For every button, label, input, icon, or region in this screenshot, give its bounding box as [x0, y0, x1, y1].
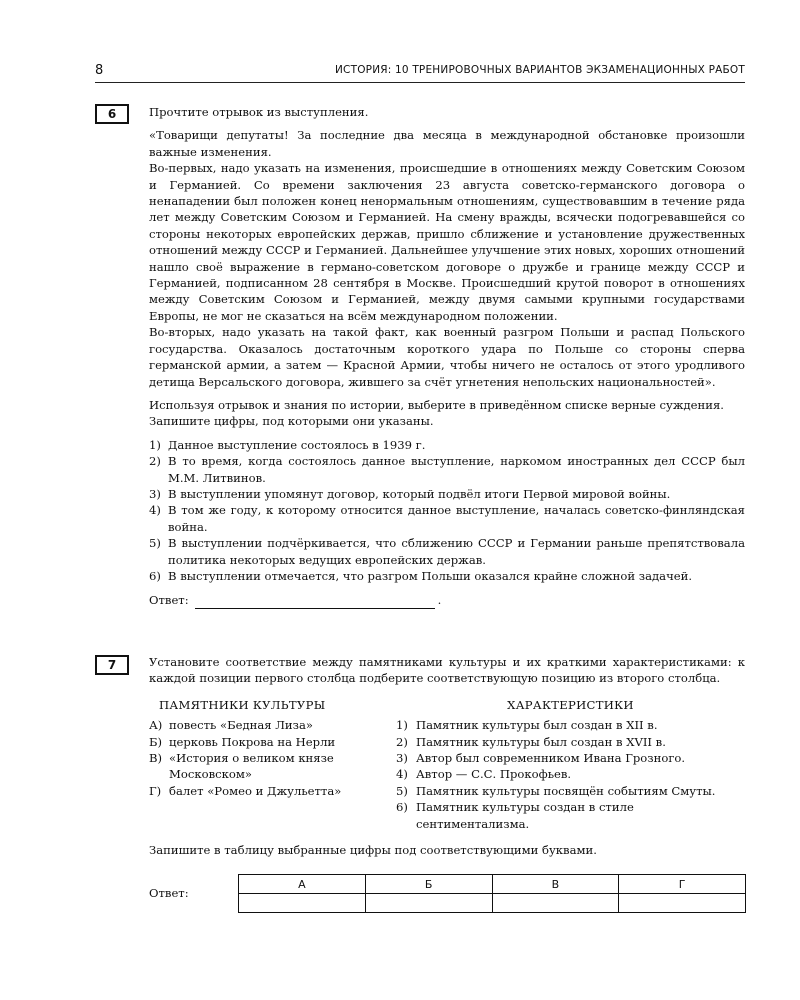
option-5 — [149, 535, 745, 568]
option-text: В том же году, к которому относится данное выступление, началась советско-финляндская война. — [168, 503, 745, 534]
item-letter: Б) — [149, 734, 163, 749]
answer-column-b: Б — [365, 875, 492, 894]
item-text: повесть «Бедная Лиза» — [169, 718, 313, 733]
monument-a — [149, 717, 392, 733]
task-6-instruction: Прочтите отрывок из выступления. — [149, 105, 369, 119]
item-text: «История о великом князе Московском» — [169, 751, 334, 782]
option-text: В то время, когда состоялось данное выступление, наркомом иностранных дел СССР был М.М. Литвинов. — [168, 454, 745, 485]
monument-g — [149, 783, 392, 799]
item-letter: В) — [149, 751, 163, 766]
passage-paragraph-1: «Товарищи депутаты! За последние два месяца в международной обстановке произошли важные изменения. — [149, 128, 745, 159]
characteristics-header: ХАРАКТЕРИСТИКИ — [507, 697, 634, 712]
characteristic-3 — [396, 750, 745, 766]
task-6-answer — [149, 592, 745, 608]
option-number: 2) — [149, 454, 161, 469]
option-number: 4) — [149, 503, 161, 518]
option-1 — [149, 437, 745, 453]
item-text: церковь Покрова на Нерли — [169, 734, 336, 749]
item-text: Памятник культуры посвящён событиям Смуты. — [416, 783, 716, 798]
monument-b — [149, 734, 392, 750]
option-number: 5) — [149, 536, 161, 551]
answer-column-a: А — [239, 875, 366, 894]
option-number: 3) — [149, 486, 161, 501]
item-number: 3) — [396, 751, 408, 766]
item-text: Памятник культуры создан в стиле сентиментализма. — [416, 800, 634, 831]
monument-v — [149, 750, 392, 783]
item-letter: Г) — [149, 783, 162, 798]
page-header — [95, 60, 745, 83]
running-title: ИСТОРИЯ: 10 ТРЕНИРОВОЧНЫХ ВАРИАНТОВ ЭКЗАМЕНАЦИОННЫХ РАБОТ — [335, 64, 745, 76]
option-2 — [149, 453, 745, 486]
item-number: 5) — [396, 783, 408, 798]
table-prompt: Запишите в таблицу выбранные цифры под соответствующими буквами. — [149, 843, 597, 858]
option-text: В выступлении упомянут договор, который подвёл итоги Первой мировой войны. — [168, 486, 671, 501]
task-7-number: 7 — [95, 655, 129, 675]
item-text: Автор был современником Ивана Грозного. — [416, 751, 686, 766]
item-text: Автор — С.С. Прокофьев. — [416, 767, 572, 782]
characteristic-2 — [396, 734, 745, 750]
answer-column-v: В — [492, 875, 619, 894]
passage-paragraph-2: Во-первых, надо указать на изменения, происшедшие в отношениях между Советским Союзом и Германией. Со времени заключения 23 августа советско-германского договора о ненападении был положен конец ненормальным отношениям, существовавшим в течение ряда лет между Советским Союзом и Германией. На смену вражды, всячески подогревавшейся со стороны некоторых европейских держав, пришло сближение и установление дружественных отношений между СССР и Германией. Дальнейшее улучшение этих новых, хороших отношений нашло своё выражение в германо-советском договоре о дружбе и границе между СССР и Германией, подписанном 28 сентября в Москве. Происшедший крутой поворот в отношениях между Советским Союзом и Германией, между двумя самыми крупными государствами Европы, не мог не сказаться на всём международном положении. — [149, 161, 745, 323]
task-6-prompt-1: Используя отрывок и знания по истории, выберите в приведённом списке верные суждения. — [149, 397, 724, 412]
answer-cell-g[interactable] — [619, 894, 746, 913]
option-6 — [149, 568, 745, 584]
answer-table-input-row — [239, 894, 746, 913]
answer-period: . — [437, 593, 442, 608]
item-number: 6) — [396, 800, 408, 815]
item-number: 1) — [396, 718, 408, 733]
answer-cell-v[interactable] — [492, 894, 619, 913]
passage-paragraph-3: Во-вторых, надо указать на такой факт, как военный разгром Польши и распад Польского государства. Оказалось достаточным короткого удара по Польше со стороны сперва германской армии, а затем — Красной Армии, чтобы ничего не осталось от этого уродливого детища Версальского договора, жившего за счёт угнетения непольских национальностей». — [149, 325, 745, 389]
option-4 — [149, 502, 745, 535]
answer-table — [238, 874, 746, 913]
answer-cell-b[interactable] — [365, 894, 492, 913]
option-number: 6) — [149, 568, 161, 583]
page-number: 8 — [95, 63, 104, 78]
answer-label: Ответ: — [149, 593, 189, 608]
item-number: 4) — [396, 767, 408, 782]
task-7 — [149, 654, 745, 858]
item-number: 2) — [396, 734, 408, 749]
answer-blank-field[interactable] — [195, 595, 435, 609]
option-text: В выступлении отмечается, что разгром Польши оказался крайне сложной задачей. — [168, 568, 693, 583]
task-6-number: 6 — [95, 104, 129, 124]
answer-cell-a[interactable] — [239, 894, 366, 913]
task-7-answer-label: Ответ: — [149, 886, 189, 900]
characteristic-1 — [396, 717, 745, 733]
answer-table-header-row — [239, 875, 746, 894]
option-3 — [149, 486, 745, 502]
characteristics-column — [392, 697, 745, 832]
task-7-instruction: Установите соответствие между памятниками культуры и их краткими характеристиками: к каждой позиции первого столбца подберите соответствующую позицию из второго столбца. — [149, 655, 745, 686]
task-6-prompt-2: Запишите цифры, под которыми они указаны. — [149, 414, 434, 429]
characteristic-5 — [396, 783, 745, 799]
item-text: Памятник культуры был создан в XII в. — [416, 718, 658, 733]
item-text: Памятник культуры был создан в XVII в. — [416, 734, 666, 749]
option-text: Данное выступление состоялось в 1939 г. — [168, 437, 426, 452]
monuments-column — [149, 697, 392, 832]
task-6 — [149, 104, 745, 609]
monuments-header: ПАМЯТНИКИ КУЛЬТУРЫ — [159, 697, 326, 712]
characteristic-4 — [396, 766, 745, 782]
item-text: балет «Ромео и Джульетта» — [169, 783, 342, 798]
characteristic-6 — [396, 799, 745, 832]
option-text: В выступлении подчёркивается, что сближению СССР и Германии раньше препятствовала политика некоторых ведущих европейских держав. — [168, 536, 745, 567]
item-letter: А) — [149, 718, 163, 733]
option-number: 1) — [149, 437, 161, 452]
answer-column-g: Г — [619, 875, 746, 894]
